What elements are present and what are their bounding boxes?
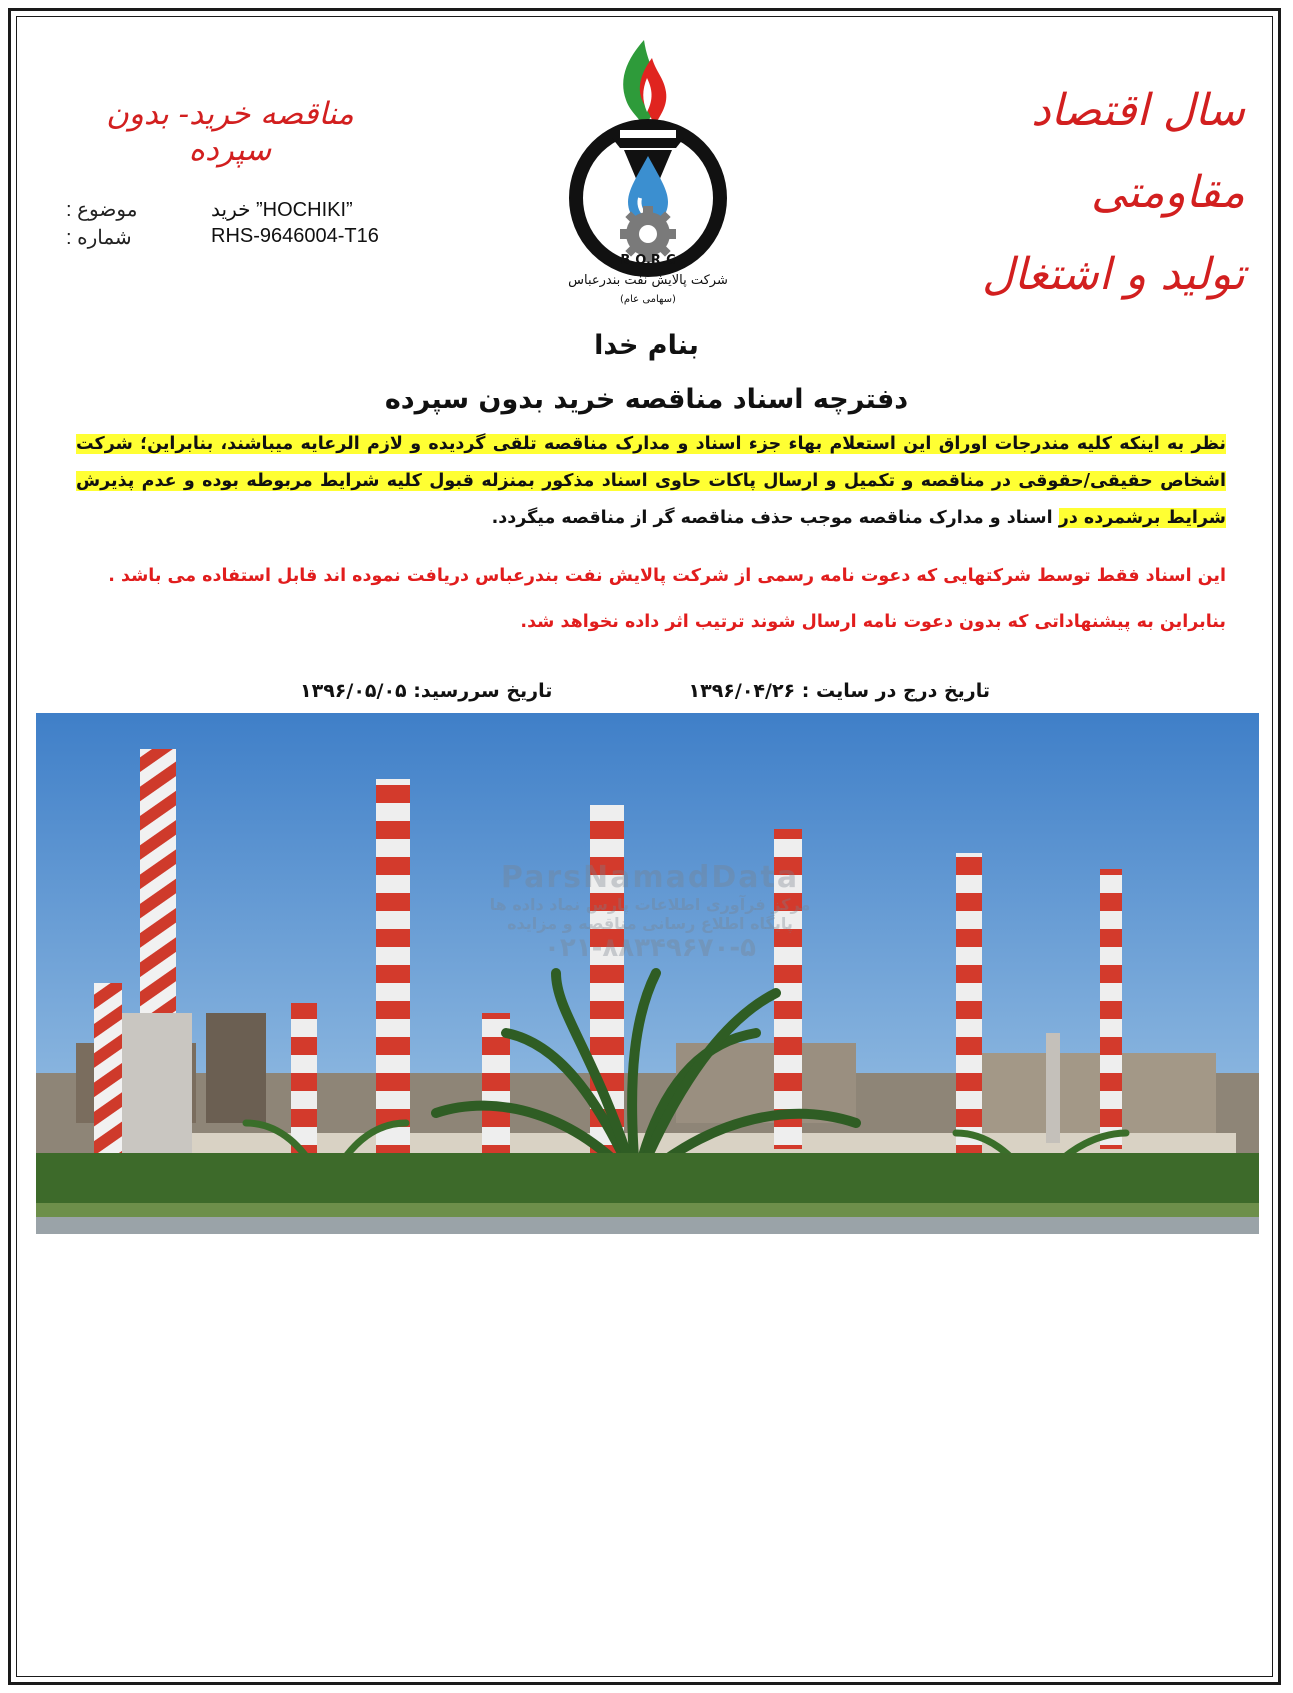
number-row bbox=[66, 225, 426, 253]
document-title: دفترچه اسناد مناقصه خرید بدون سپرده bbox=[384, 384, 909, 415]
watermark-line-2: پایگاه اطلاع رسانی مناقصه و مزایده bbox=[507, 914, 793, 933]
watermark-phone: ۰۲۱-۸۸۳۴۹۶۷۰-۵ bbox=[543, 933, 756, 963]
subject-label: موضوع : bbox=[66, 199, 138, 221]
number-label: شماره : bbox=[66, 227, 132, 249]
subject-row bbox=[66, 197, 426, 225]
tender-type-title: مناقصه خرید- بدون سپرده bbox=[106, 96, 354, 168]
subject-value: خرید ”HOCHIKI” bbox=[211, 199, 353, 221]
number-value: RHS-9646004-T16 bbox=[211, 225, 379, 247]
due-date: تاریخ سررسید: ۱۳۹۶/۰۵/۰۵ bbox=[300, 680, 553, 702]
document-meta bbox=[66, 197, 426, 253]
logo-company-name: شرکت پالایش نفت بندرعباس bbox=[568, 273, 728, 288]
notice-paragraph bbox=[76, 426, 1226, 537]
logo-company-type: (سهامی عام) bbox=[620, 294, 676, 305]
invitation-note-2: بنابراین به پیشنهاداتی که بدون دعوت نامه ارسال شوند ترتیب اثر داده نخواهد شد. bbox=[520, 612, 1226, 632]
basmala-heading: بنام خدا bbox=[594, 330, 699, 361]
year-slogan bbox=[945, 70, 1245, 316]
borc-logo-icon bbox=[548, 38, 748, 308]
watermark-brand: ParsNamadData bbox=[500, 860, 800, 895]
refinery-photo-icon bbox=[36, 713, 1259, 1234]
publish-date: تاریخ درج در سایت : ۱۳۹۶/۰۴/۲۶ bbox=[688, 680, 990, 702]
logo-emblem-text: B.O.R.C bbox=[620, 253, 676, 268]
invitation-note-1: این اسناد فقط توسط شرکتهایی که دعوت نامه رسمی از شرکت پالایش نفت بندرعباس دریافت نموده اند قابل استفاده می باشد . bbox=[108, 566, 1226, 586]
notice-plain-text: اسناد و مدارک مناقصه موجب حذف مناقصه گر از مناقصه میگردد. bbox=[491, 508, 1053, 528]
parsnamad-watermark bbox=[470, 860, 830, 963]
slogan-line-2: تولید و اشتغال bbox=[982, 249, 1245, 300]
notice-highlighted-text: نظر به اینکه کلیه مندرجات اوراق این استعلام بهاء جزء اسناد و مدارک مناقصه تلقی گردیده و لازم الرعایه میباشند، بنابراین؛ شرکت اشخاص حقیقی/حقوقی در مناقصه و تکمیل و ارسال پاکات حاوی اسناد مذکور بمنزله قبول کلیه شرایط مربوطه بوده و عدم پذیرش شرایط برشمرده در bbox=[76, 434, 1226, 528]
date-row bbox=[300, 680, 990, 714]
refinery-photo bbox=[36, 713, 1259, 1234]
company-logo bbox=[548, 38, 748, 308]
watermark-line-1: مرکز فرآوری اطلاعات پارس نماد داده ها bbox=[489, 895, 811, 914]
slogan-line-1: سال اقتصاد مقاومتی bbox=[1031, 85, 1245, 218]
